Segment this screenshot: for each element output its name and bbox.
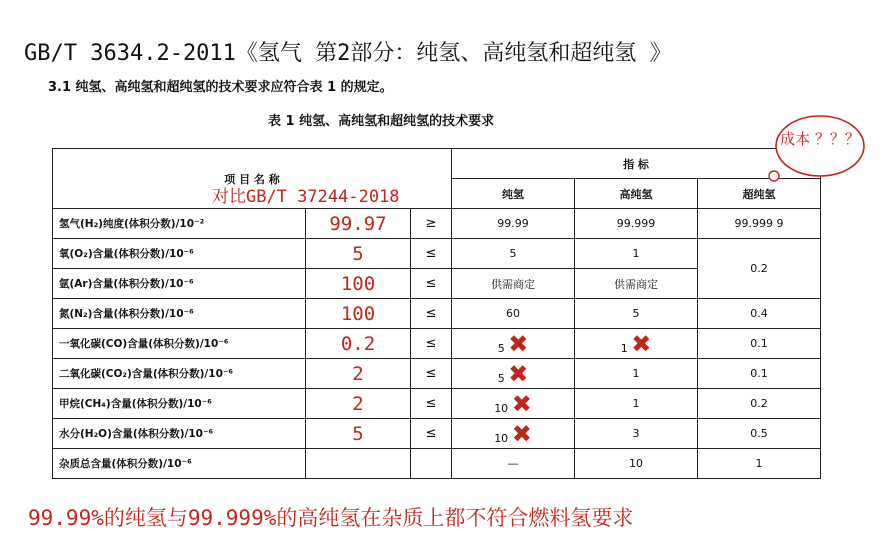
operator: ≤ [411,299,452,329]
table-row [53,209,821,239]
requirement-value: 2 [306,359,411,389]
table-row [53,299,821,329]
pure-value: 10 [494,431,509,445]
ultra-value: 0.4 [698,299,821,329]
fail-mark-icon: ✖ [508,359,529,388]
table-row [53,329,821,359]
row-item: 氩(Ar)含量(体积分数)/10⁻⁶ [53,269,306,299]
requirement-value: 100 [306,299,411,329]
pure-value: 5 [497,341,505,355]
row-item: 氢气(H₂)纯度(体积分数)/10⁻² [53,209,306,239]
pure-value: 5 [497,371,505,385]
comparison-label: 对比GB/T 37244-2018 [212,187,400,207]
high-value: 1 [575,389,698,419]
operator: ≤ [411,269,452,299]
header-ultra: 超纯氢 [698,179,821,209]
pure-value: 5 [452,239,575,269]
requirement-value: 5 [306,419,411,449]
row-item: 氮(N₂)含量(体积分数)/10⁻⁶ [53,299,306,329]
header-item: 项 目 名 称 [53,149,452,209]
table-caption: 表 1 纯氢、高纯氢和超纯氢的技术要求 [268,114,495,129]
row-item: 一氧化碳(CO)含量(体积分数)/10⁻⁶ [53,329,306,359]
ultra-value: 0.2 [698,239,821,299]
fail-mark-icon: ✖ [511,389,532,418]
row-item: 杂质总含量(体积分数)/10⁻⁶ [53,449,306,479]
intro-text: 3.1 纯氢、高纯氢和超纯氢的技术要求应符合表 1 的规定。 [48,80,393,95]
page-title: GB/T 3634.2-2011《氢气 第2部分：纯氢、高纯氢和超纯氢 》 [24,41,672,66]
ultra-value: 99.999 9 [698,209,821,239]
table-row [53,449,821,479]
high-value: 1 [575,359,698,389]
operator: ≤ [411,389,452,419]
row-item: 水分(H₂O)含量(体积分数)/10⁻⁶ [53,419,306,449]
operator [411,449,452,479]
pure-value: — [452,449,575,479]
fail-mark-icon: ✖ [508,329,529,358]
row-item: 氧(O₂)含量(体积分数)/10⁻⁶ [53,239,306,269]
table-row [53,419,821,449]
requirement-value: 99.97 [306,209,411,239]
requirement-value: 0.2 [306,329,411,359]
ultra-value: 0.1 [698,359,821,389]
spec-table [52,148,821,479]
pure-value: 供需商定 [452,269,575,299]
row-item: 二氧化碳(CO₂)含量(体积分数)/10⁻⁶ [53,359,306,389]
thought-bubble [764,110,868,186]
fail-mark-icon: ✖ [511,419,532,448]
ultra-value: 0.1 [698,329,821,359]
row-item: 甲烷(CH₄)含量(体积分数)/10⁻⁶ [53,389,306,419]
table-row [53,359,821,389]
requirement-value: 5 [306,239,411,269]
operator: ≥ [411,209,452,239]
ultra-value: 0.5 [698,419,821,449]
high-value: 99.999 [575,209,698,239]
table-row [53,389,821,419]
operator: ≤ [411,419,452,449]
fail-mark-icon: ✖ [631,329,652,358]
header-high: 高纯氢 [575,179,698,209]
bubble-text: 成本 ？？？ [780,130,860,148]
pure-value: 60 [452,299,575,329]
high-value: 5 [575,299,698,329]
requirement-value [306,449,411,479]
header-index: 指 标 [452,149,821,179]
high-value: 1 [620,341,628,355]
pure-value: 10 [494,401,509,415]
requirement-value: 100 [306,269,411,299]
header-pure: 纯氢 [452,179,575,209]
requirement-value: 2 [306,389,411,419]
high-value: 1 [575,239,698,269]
table-row [53,239,821,269]
operator: ≤ [411,239,452,269]
ultra-value: 0.2 [698,389,821,419]
operator: ≤ [411,359,452,389]
conclusion-note: 99.99%的纯氢与99.999%的高纯氢在杂质上都不符合燃料氢要求 [28,506,634,530]
ultra-value: 1 [698,449,821,479]
high-value: 供需商定 [575,269,698,299]
pure-value: 99.99 [452,209,575,239]
high-value: 10 [575,449,698,479]
high-value: 3 [575,419,698,449]
operator: ≤ [411,329,452,359]
